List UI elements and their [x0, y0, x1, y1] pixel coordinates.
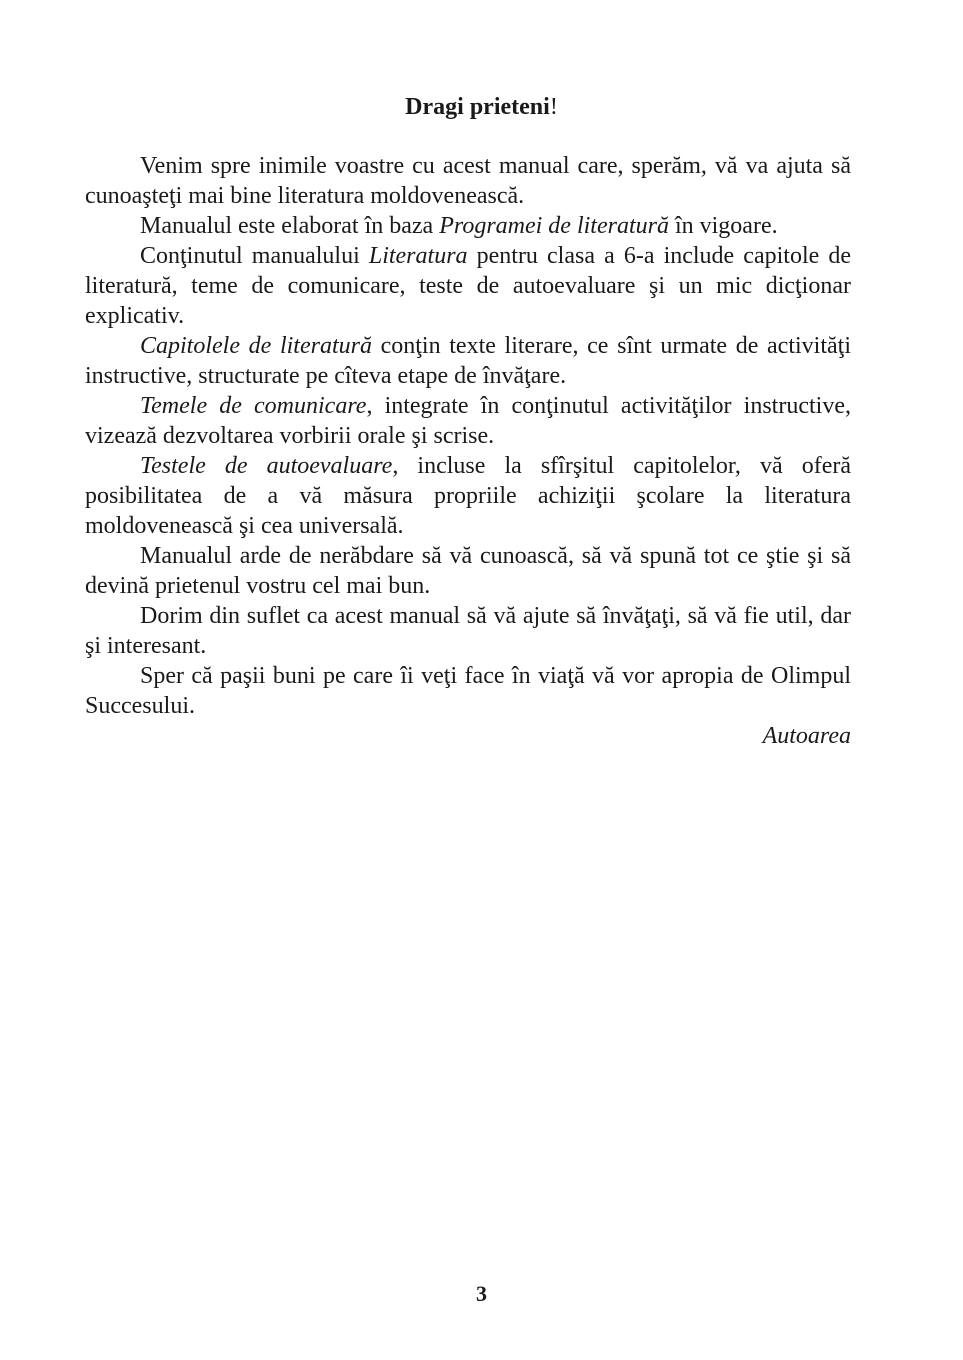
italic-term: Testele de autoevaluare	[140, 453, 393, 479]
paragraph-7	[85, 541, 851, 601]
italic-term: Literatura	[368, 243, 468, 269]
paragraph-4	[85, 331, 851, 391]
paragraph-text: Venim spre inimile voastre cu acest manual care, sperăm, vă va ajuta să cunoaşteţi mai bine literatura moldovenească.	[85, 153, 851, 209]
page-title	[0, 92, 963, 122]
paragraph-6	[85, 451, 851, 541]
paragraph-text: Manualul este elaborat în baza	[140, 213, 440, 239]
paragraph-1	[85, 151, 851, 211]
author-signature: Autoarea	[762, 723, 851, 749]
paragraph-3	[85, 241, 851, 331]
paragraph-5	[85, 391, 851, 451]
paragraph-text: pentru clasa a 6-a include capitole de literatură, teme de comunicare, teste de autoevaluare şi un mic dicţionar explicativ.	[85, 243, 852, 329]
page-title-text: Dragi prieteni	[405, 94, 550, 120]
paragraph-9	[85, 661, 851, 721]
paragraph-text: Conţinutul manualului	[140, 243, 369, 269]
page-number: 3	[476, 1281, 487, 1306]
paragraph-text: conţin texte literare, ce sînt urmate de activităţi instructive, structurate pe cîteva etape de învăţare.	[85, 333, 851, 389]
paragraph-text: Sper că paşii buni pe care îi veţi face în viaţă vă vor apropia de Olimpul Succesului.	[85, 663, 851, 719]
paragraph-text: Manualul arde de nerăbdare să vă cunoască, să vă spună tot ce ştie şi să devină prietenul vostru cel mai bun.	[85, 543, 851, 599]
paragraph-8	[85, 601, 851, 661]
page-title-punctuation: !	[549, 94, 558, 120]
paragraph-text: , incluse la sfîrşitul capitolelor, vă oferă posibilitatea de a vă măsura propriile achiziţii şcolare la literatura moldovenească şi cea universală.	[85, 453, 851, 539]
italic-term: Capitolele de literatură	[140, 333, 372, 359]
paragraph-text: , integrate în conţinutul activităţilor instructive, vizează dezvoltarea vorbirii orale şi scrise.	[85, 393, 851, 449]
paragraph-text: Dorim din suflet ca acest manual să vă ajute să învăţaţi, să vă fie util, dar şi interesant.	[85, 603, 851, 659]
italic-term: Temele de comunicare	[140, 393, 367, 419]
paragraph-text: în vigoare.	[668, 213, 778, 239]
italic-term: Programei de literatură	[439, 213, 669, 239]
paragraph-2	[85, 211, 851, 241]
letter-body	[85, 151, 851, 751]
